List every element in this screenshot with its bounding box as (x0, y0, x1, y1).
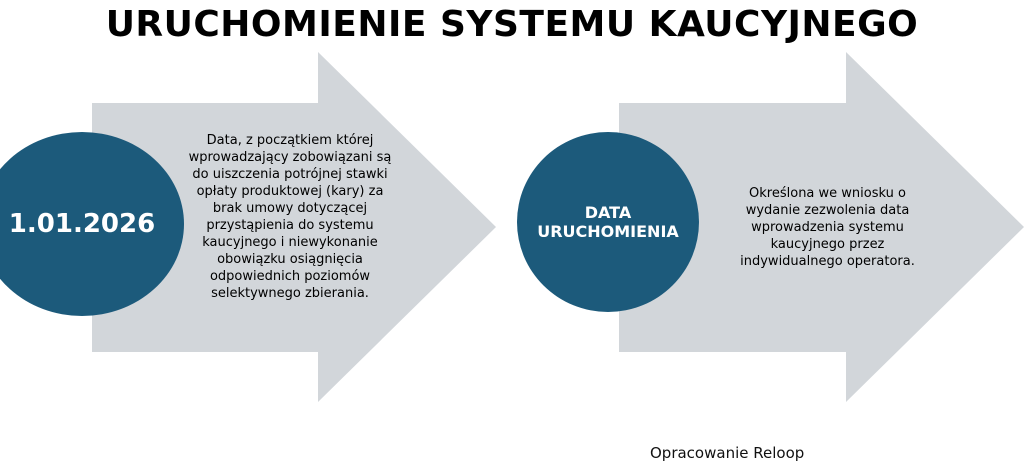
step-2-description: Określona we wniosku o wydanie zezwolenia data wprowadzenia systemu kaucyjnego przez indywidualnego operatora. (740, 186, 915, 269)
date-circle-label: 1.01.2026 (8, 209, 156, 239)
launch-date-circle (517, 132, 699, 312)
page-title: URUCHOMIENIE SYSTEMU KAUCYJNEGO (105, 4, 919, 45)
launch-date-circle-label: DATA URUCHOMIENIA (537, 202, 679, 241)
step-1-description: Data, z początkiem której wprowadzający zobowiązani są do uiszczenia potrójnej stawki opłaty produktowej (kary) za brak umowy dotyczącej przystąpienia do systemu kaucyjnego i niewykonanie obowiązku osiągnięcia odpowiednich poziomów selektywnego zbierania. (188, 133, 392, 301)
source-credit: Opracowanie Reloop (650, 444, 805, 462)
